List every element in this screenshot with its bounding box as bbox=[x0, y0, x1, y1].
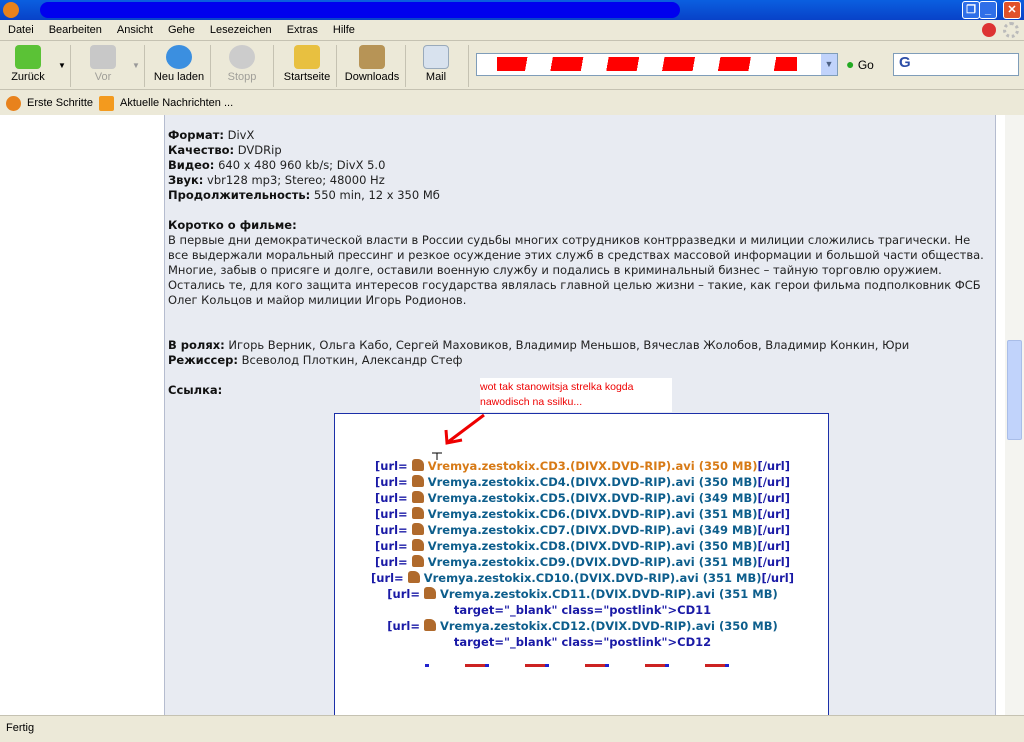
file-link[interactable]: Vremya.zestokix.CD8.(DIVX.DVD-RIP).avi (350 MB) bbox=[427, 539, 758, 553]
menu-ansicht[interactable]: Ansicht bbox=[116, 24, 153, 36]
url-tag-close: [/url] bbox=[757, 491, 790, 505]
status-text: Fertig bbox=[6, 722, 35, 734]
menu-lesezeichen[interactable]: Lesezeichen bbox=[209, 24, 272, 36]
link-row[interactable] bbox=[335, 618, 830, 650]
link-row[interactable] bbox=[335, 570, 830, 586]
url-tag-open: [url= bbox=[387, 587, 420, 601]
file-link[interactable]: Vremya.zestokix.CD9.(DVIX.DVD-RIP).avi (351 MB) bbox=[427, 555, 758, 569]
separator bbox=[70, 45, 71, 87]
audio-line: Звук: vbr128 mp3; Stereo; 48000 Hz bbox=[168, 173, 385, 187]
hand-icon bbox=[412, 459, 424, 471]
scrollbar-thumb[interactable] bbox=[1007, 340, 1022, 440]
hand-icon bbox=[412, 523, 424, 535]
menu-hilfe[interactable]: Hilfe bbox=[332, 24, 355, 36]
file-link[interactable]: Vremya.zestokix.CD12.(DVIX.DVD-RIP).avi (350 MB) bbox=[439, 619, 778, 633]
downloads-label: Downloads bbox=[344, 71, 400, 83]
duration-line: Продолжительность: 550 min, 12 x 350 Мб bbox=[168, 188, 440, 202]
link-row[interactable] bbox=[335, 586, 830, 618]
firefox-logo-icon bbox=[3, 2, 19, 18]
url-tag-open: [url= bbox=[371, 571, 404, 585]
links-list bbox=[335, 458, 830, 650]
annotation-note: wot tak stanowitsja strelka kogda nawodisch na ssilku... bbox=[480, 378, 672, 412]
link-row[interactable] bbox=[335, 506, 830, 522]
link-row[interactable] bbox=[335, 474, 830, 490]
menu-gehe[interactable]: Gehe bbox=[167, 24, 195, 36]
restore-button[interactable]: ❐ bbox=[962, 1, 980, 19]
reload-label: Neu laden bbox=[153, 71, 205, 83]
url-tag-close: [/url] bbox=[757, 459, 790, 473]
url-tag-close: target="_blank" class="postlink">CD12 bbox=[453, 635, 712, 649]
home-label: Startseite bbox=[283, 71, 331, 83]
home-button[interactable] bbox=[282, 45, 332, 89]
link-row[interactable] bbox=[335, 458, 830, 474]
status-bar bbox=[0, 715, 1024, 742]
url-dropdown-icon[interactable]: ▼ bbox=[821, 54, 837, 75]
video-line: Видео: 640 x 480 960 kb/s; DivX 5.0 bbox=[168, 158, 386, 172]
throbber-icon bbox=[1003, 22, 1019, 38]
back-arrow-icon bbox=[15, 45, 41, 69]
vertical-scrollbar[interactable] bbox=[1005, 115, 1024, 715]
file-link[interactable]: Vremya.zestokix.CD3.(DIVX.DVD-RIP).avi (350 MB) bbox=[427, 459, 758, 473]
go-label: Go bbox=[857, 58, 874, 72]
back-label: Zurück bbox=[11, 71, 45, 83]
text-cursor-icon bbox=[431, 452, 443, 460]
cast-line: В ролях: Игорь Верник, Ольга Кабо, Сергей Маховиков, Владимир Меньшов, Вячеслав Жолобов, Владимир Конкин, Юри bbox=[168, 338, 910, 352]
url-tag-close: [/url] bbox=[757, 539, 790, 553]
links-box bbox=[334, 413, 829, 715]
summary-text: В первые дни демократической власти в России судьбы многих сотрудников контрразведки и милиции сложились трагически. Не все выдержали моральный прессинг и резкое осуждение этих служб в средствах массовой информации и большой части общества. Многие, забыв о присяге и долге, оставили военную службу и подались в криминальный бизнес – тайную торговлю оружием. Остались те, для кого защита интересов государства являлась главной целью жизни – такие, как герои фильма подполковник ФСБ Олег Кольцов и майор милиции Игорь Родионов. bbox=[168, 233, 984, 307]
bookmark-aktuelle-nachrichten[interactable]: Aktuelle Nachrichten ... bbox=[120, 97, 234, 109]
quality-line: Качество: DVDRip bbox=[168, 143, 282, 157]
back-dropdown-icon[interactable]: ▼ bbox=[58, 61, 66, 70]
redacted-text bbox=[425, 664, 745, 667]
search-input[interactable] bbox=[893, 53, 1019, 76]
hand-icon bbox=[424, 587, 436, 599]
downloads-icon bbox=[359, 45, 385, 69]
post-text bbox=[168, 128, 988, 398]
forward-dropdown-icon[interactable]: ▼ bbox=[132, 61, 140, 70]
stop-button[interactable] bbox=[224, 45, 260, 89]
menu-bar bbox=[0, 20, 1024, 40]
director-line: Режиссер: Всеволод Плоткин, Александр Стеф bbox=[168, 353, 463, 367]
file-link[interactable]: Vremya.zestokix.CD10.(DVIX.DVD-RIP).avi (351 MB) bbox=[423, 571, 762, 585]
url-tag-close: target="_blank" class="postlink">CD11 bbox=[453, 603, 712, 617]
hand-icon bbox=[408, 571, 420, 583]
hand-icon bbox=[412, 555, 424, 567]
url-tag-close: [/url] bbox=[757, 555, 790, 569]
google-search-icon[interactable]: G bbox=[899, 54, 911, 71]
url-tag-close: [/url] bbox=[757, 475, 790, 489]
red-arrow-annotation bbox=[440, 412, 490, 447]
menu-extras[interactable]: Extras bbox=[286, 24, 318, 36]
rss-icon bbox=[99, 96, 114, 111]
url-tag-open: [url= bbox=[387, 619, 420, 633]
minimize-button[interactable]: _ bbox=[979, 1, 997, 19]
menu-bearbeiten[interactable]: Bearbeiten bbox=[48, 24, 102, 36]
back-button[interactable] bbox=[8, 45, 48, 89]
redacted-url bbox=[497, 57, 797, 71]
url-tag-open: [url= bbox=[375, 491, 408, 505]
stop-label: Stopp bbox=[227, 71, 257, 83]
mail-label: Mail bbox=[425, 71, 447, 83]
separator bbox=[210, 45, 211, 87]
forward-label: Vor bbox=[94, 71, 112, 83]
summary-heading: Коротко о фильме: bbox=[168, 218, 297, 232]
home-icon bbox=[294, 45, 320, 69]
url-tag-open: [url= bbox=[375, 523, 408, 537]
update-icon[interactable] bbox=[982, 23, 996, 37]
url-tag-open: [url= bbox=[375, 475, 408, 489]
bookmark-erste-schritte[interactable]: Erste Schritte bbox=[27, 97, 94, 109]
firefox-icon bbox=[6, 96, 21, 111]
separator bbox=[468, 45, 469, 87]
url-tag-close: [/url] bbox=[757, 507, 790, 521]
link-row[interactable] bbox=[335, 538, 830, 554]
url-input[interactable] bbox=[476, 53, 838, 76]
separator bbox=[144, 45, 145, 87]
stop-icon bbox=[229, 45, 255, 69]
forward-arrow-icon bbox=[90, 45, 116, 69]
go-button[interactable] bbox=[846, 56, 874, 72]
file-link[interactable]: Vremya.zestokix.CD4.(DIVX.DVD-RIP).avi (350 MB) bbox=[427, 475, 758, 489]
separator bbox=[273, 45, 274, 87]
hand-icon bbox=[412, 539, 424, 551]
reload-icon bbox=[166, 45, 192, 69]
url-tag-open: [url= bbox=[375, 507, 408, 521]
link-row[interactable] bbox=[335, 554, 830, 570]
link-heading: Ссылка: bbox=[168, 383, 223, 397]
format-line: Формат: DivX bbox=[168, 128, 255, 142]
file-link[interactable]: Vremya.zestokix.CD6.(DIVX.DVD-RIP).avi (351 MB) bbox=[427, 507, 758, 521]
hand-icon bbox=[412, 507, 424, 519]
bookmarks-toolbar bbox=[0, 91, 1024, 115]
hand-icon bbox=[412, 475, 424, 487]
go-icon: ● bbox=[846, 56, 855, 72]
url-tag-close: [/url] bbox=[757, 523, 790, 537]
redacted-title bbox=[40, 2, 680, 18]
menu-datei[interactable]: Datei bbox=[8, 24, 34, 36]
forward-button[interactable] bbox=[85, 45, 121, 89]
file-link[interactable]: Vremya.zestokix.CD7.(DIVX.DVD-RIP).avi (349 MB) bbox=[427, 523, 758, 537]
url-tag-close: [/url] bbox=[761, 571, 794, 585]
separator bbox=[405, 45, 406, 87]
url-tag-open: [url= bbox=[375, 555, 408, 569]
mail-button[interactable] bbox=[420, 45, 452, 89]
downloads-button[interactable] bbox=[344, 45, 400, 89]
reload-button[interactable] bbox=[152, 45, 206, 89]
url-tag-open: [url= bbox=[375, 539, 408, 553]
hand-icon bbox=[424, 619, 436, 631]
separator bbox=[336, 45, 337, 87]
title-bar bbox=[0, 0, 1024, 20]
url-tag-open: [url= bbox=[375, 459, 408, 473]
mail-icon bbox=[423, 45, 449, 69]
file-link[interactable]: Vremya.zestokix.CD11.(DVIX.DVD-RIP).avi (351 MB) bbox=[439, 587, 778, 601]
link-row[interactable] bbox=[335, 490, 830, 506]
close-button[interactable]: ✕ bbox=[1003, 1, 1021, 19]
page-content bbox=[0, 115, 1005, 715]
file-link[interactable]: Vremya.zestokix.CD5.(DIVX.DVD-RIP).avi (349 MB) bbox=[427, 491, 758, 505]
hand-icon bbox=[412, 491, 424, 503]
link-row[interactable] bbox=[335, 522, 830, 538]
